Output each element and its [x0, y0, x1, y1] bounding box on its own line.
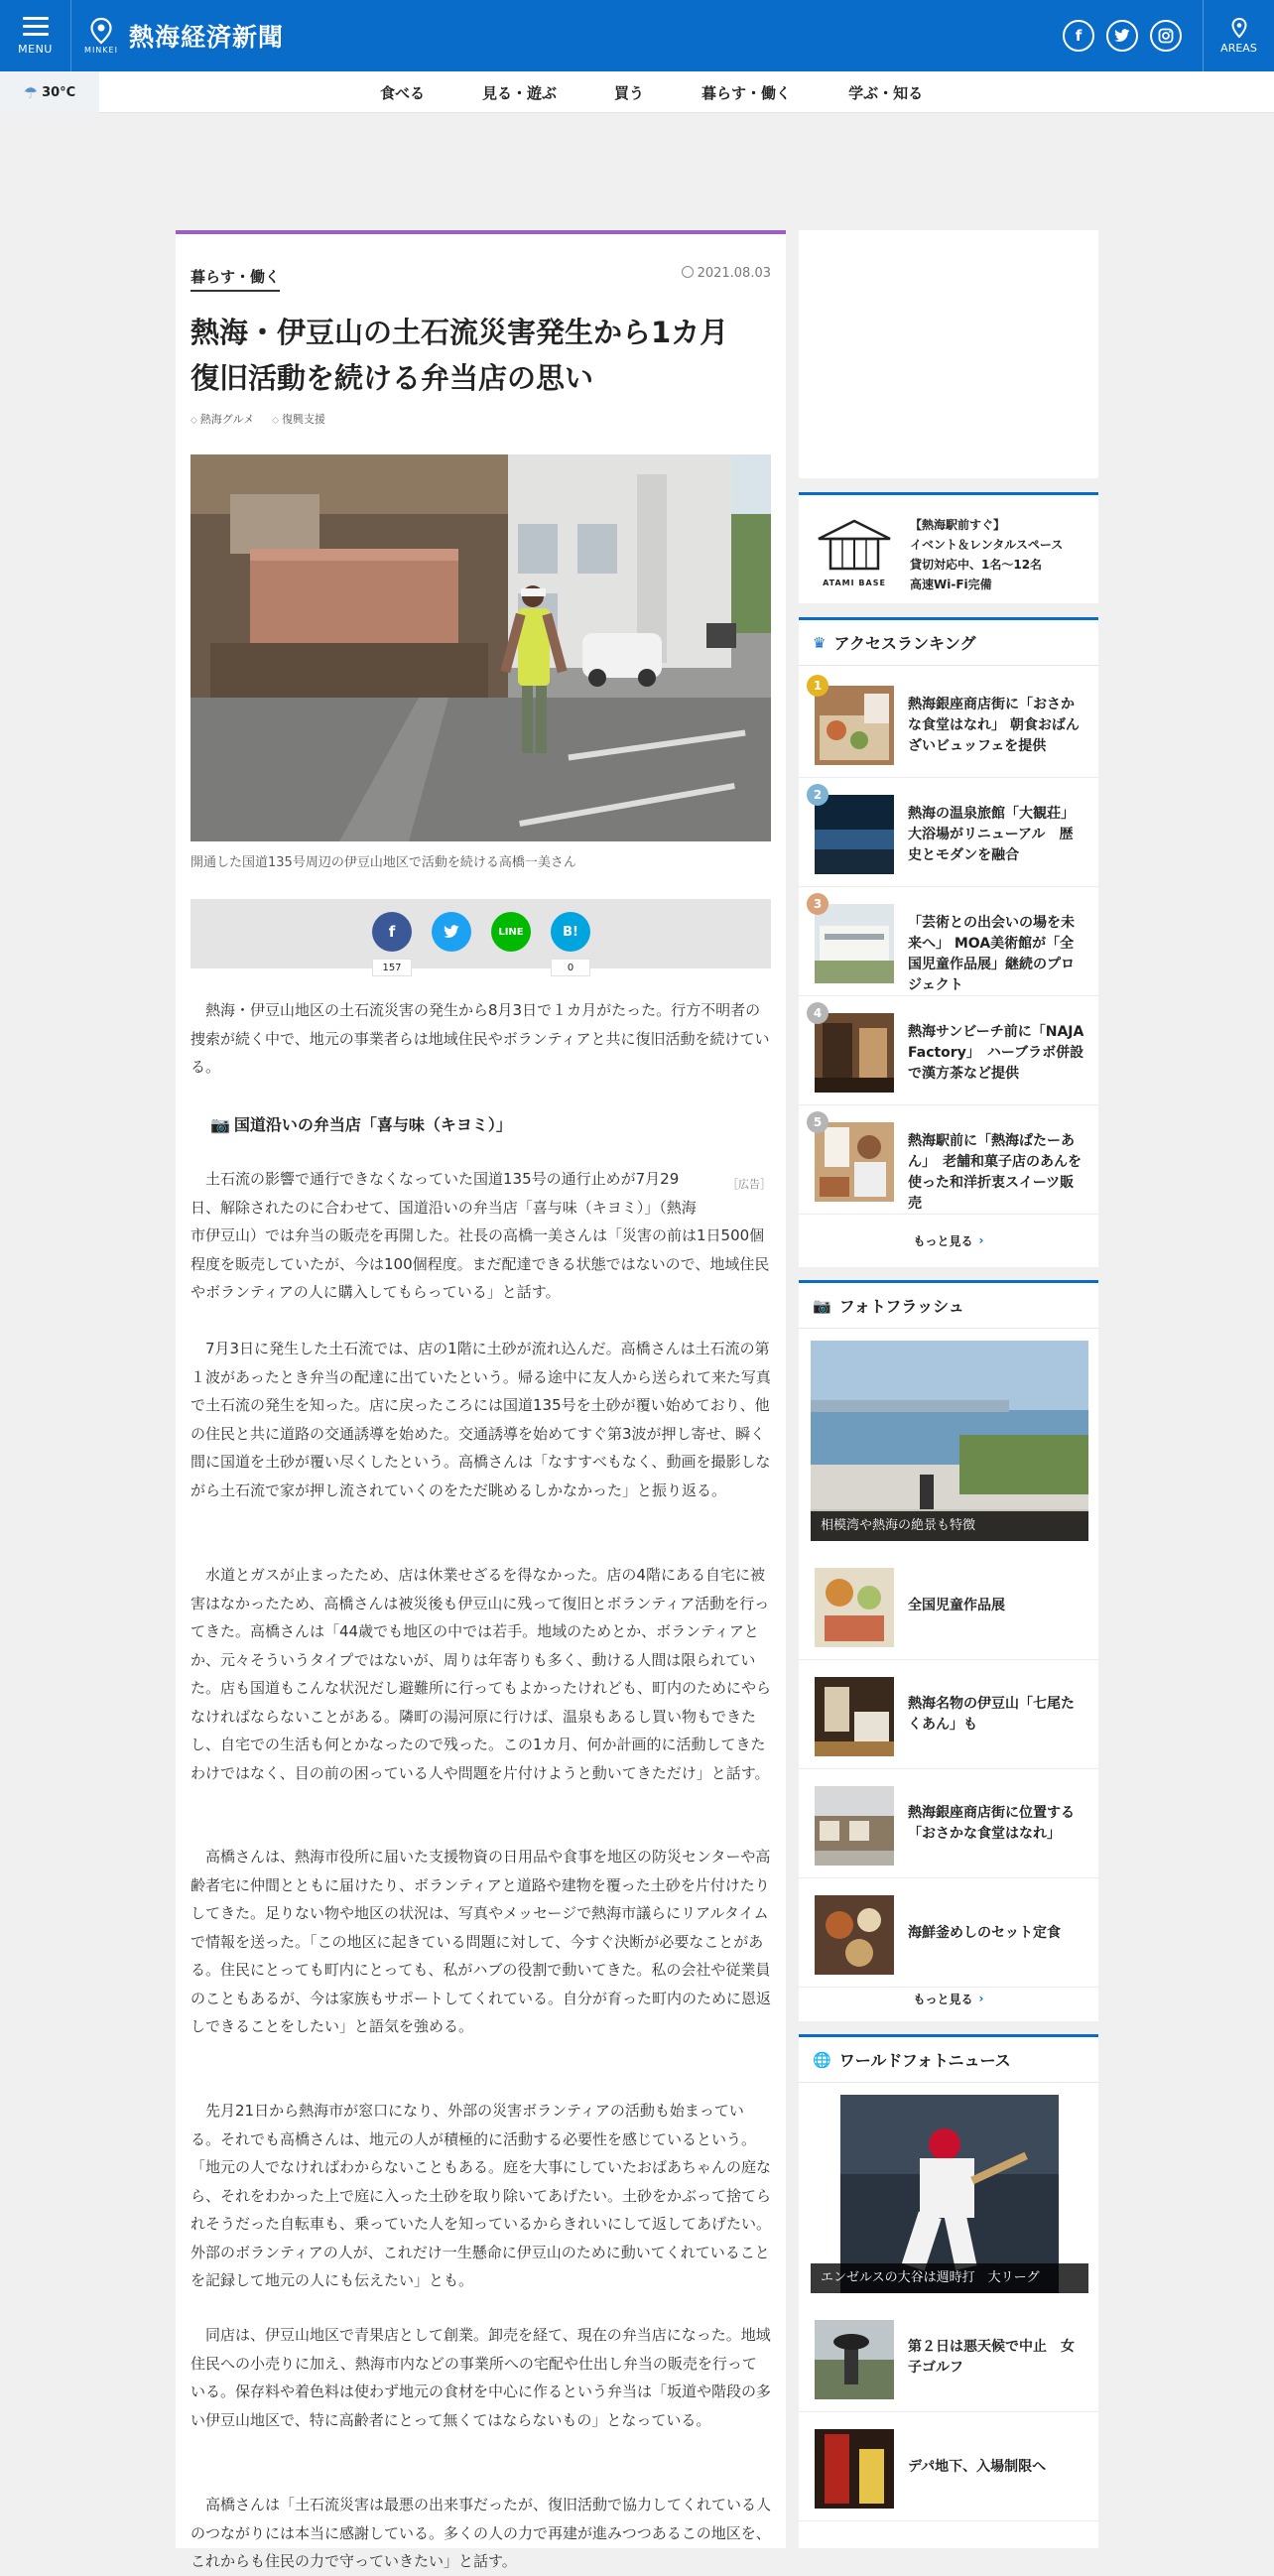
promo-line: 【熱海駅前すぐ】 [910, 518, 1006, 532]
rank-number: 5 [807, 1111, 828, 1133]
rank-number: 4 [807, 1002, 828, 1024]
weather-widget [0, 71, 99, 113]
photo-caption: 開通した国道135号周辺の伊豆山地区で活動を続ける高橋一美さん [191, 855, 576, 870]
photo-title: 海鮮釜めしのセット定食 [908, 1924, 1061, 1941]
photo-flash-item[interactable] [799, 1660, 1098, 1769]
photo-flash-item[interactable] [799, 1769, 1098, 1878]
article-paragraph: 高橋さんは、熱海市役所に届いた支援物資の日用品や食事を地区の防災センターや高齢者宅に仲間とともに届けたり、ボランティアと道路や建物を覆った土砂を片付けたりしてきた。足りない物や地区の状況は、写真やメッセージで熱海市議らにリアルタイムで情報を送った。「この地区に起きている問題に対して、今すぐ決断が必要なことがある。住民にとっても町内にとっても、私がハブの役割で動いてきた。私の会社や従業員のこともあるが、今は家族もサポートしてくれている。自分が育った町内のために恩返しできることをしたい」と語気を強める。 [191, 1848, 772, 2035]
social-links [1063, 20, 1182, 52]
photo-title: 熱海銀座商店街に位置する「おさかな食堂はなれ」 [908, 1805, 1075, 1842]
article-tags [191, 411, 325, 427]
ranking-more-link[interactable] [799, 1220, 1098, 1261]
ranking-item[interactable] [799, 1105, 1098, 1215]
site-header [0, 0, 1274, 71]
ranking-thumbnail [815, 1122, 894, 1202]
photo-title: 第２日は悪天候で中止 女子ゴルフ [908, 2339, 1075, 2376]
world-photo-item[interactable] [799, 2303, 1098, 2412]
facebook-icon[interactable]: f [1063, 20, 1094, 52]
photo-title: デパ地下、入場制限へ [908, 2458, 1047, 2475]
promo-line: イベント＆レンタルスペース [910, 538, 1064, 552]
site-title: 熱海経済新聞 [129, 23, 285, 52]
line-share-button[interactable]: LINE [491, 912, 531, 952]
crown-icon: ♛ [813, 633, 827, 652]
article-date [682, 266, 771, 281]
ranking-title: 熱海銀座商店街に「おさかな食堂はなれ」 朝食おばんざいビュッフェを提供 [908, 697, 1080, 754]
panel-title: ワールドフォトニュース [838, 2051, 1011, 2070]
photo-more-link[interactable] [799, 1978, 1098, 2019]
article-paragraph: 熱海・伊豆山地区の土石流災害の発生から8月3日で１カ月がたった。行方不明者の捜索が続く中で、地元の事業者らは地域住民やボランティアと共に復旧活動を続けている。 [191, 1001, 770, 1076]
nav-item-live-work[interactable]: 暮らす・働く [701, 83, 792, 102]
subheading-text: 国道沿いの弁当店「喜与味（キヨミ）」 [233, 1115, 512, 1134]
share-bar [191, 899, 771, 973]
site-logo[interactable] [84, 12, 285, 60]
hatena-bookmark-button[interactable]: B! [551, 912, 590, 952]
instagram-icon[interactable] [1150, 20, 1182, 52]
nav-item-eat[interactable]: 食べる [380, 83, 426, 102]
photo-thumbnail [815, 1786, 894, 1866]
photo-thumbnail [815, 1677, 894, 1756]
temperature: 30°C [42, 84, 76, 100]
ranking-thumbnail [815, 904, 894, 983]
chevron-right-icon: › [978, 1992, 984, 2005]
photo-thumbnail [815, 1895, 894, 1975]
article-paragraph: 水道とガスが止まったため、店は休業せざるを得なかった。店の4階にある自宅に被害はなかったため、高橋さんは被災後も伊豆山に残って復旧とボランティア活動を行ってきた。高橋さんは「44歳でも地区の中では若手。地域のためとか、ボランティアとか、元々そういうタイプではないが、周りは年寄りも多く、動ける人間は限られていた。店も国道もこんな状況だし避難所に行ってもよかったけれども、町内のためにやらなければならないことがある。隣町の湯河原に行けば、温泉もあるし買い物もできたし、自宅での生活も何とかなったので残った。この1カ月、何か計画的に活動してきたわけではなく、目の前の困っている人や問題を片付けようと動いてきただけ」と話す。 [191, 1566, 772, 1782]
article-paragraph: 先月21日から熱海市が窓口になり、外部の災害ボランティアの活動も始まっている。それでも高橋さんは、地元の人が積極的に活動する必要性を感じているという。「地元の人でなければわからないこともある。庭を大事にしていたおばあちゃんの庭なら、それをわかった上で庭に入った土砂を取り除いてあげたい。土砂をかぶって捨てられそうだった自転車も、乗っていた人を知っているからきれいにして返してあげたい。外部のボランティアの人が、これだけ一生懸命に伊豆山のために動いてくれていることを記録して地元の人にも伝えたい」とも。 [191, 2102, 772, 2289]
rank-number: 3 [807, 893, 828, 915]
menu-label: MENU [18, 42, 53, 56]
ranking-title: 熱海の温泉旅館「大観荘」大浴場がリニューアル 歴史とモダンを融合 [908, 806, 1075, 863]
photo-caption: 相模湾や熱海の絶景も特徴 [811, 1511, 1088, 1541]
hamburger-icon [23, 17, 49, 37]
photo-title: 熱海名物の伊豆山「七尾たくあん」も [908, 1696, 1075, 1733]
tag-link[interactable]: ◇ 復興支援 [272, 411, 325, 427]
nav-item-buy[interactable]: 買う [614, 83, 645, 102]
ranking-title: 熱海サンビーチ前に「NAJA Factory」 ハーブラボ併設で漢方茶など提供 [908, 1024, 1084, 1082]
camera-icon: 📷 [210, 1115, 230, 1134]
promo-banner[interactable] [799, 492, 1098, 603]
panel-title: アクセスランキング [833, 634, 976, 653]
sidebar-ad-slot [799, 230, 1098, 478]
photo-flash-item[interactable] [799, 1878, 1098, 1988]
twitter-icon[interactable] [1106, 20, 1138, 52]
article-paragraph: 同店は、伊豆山地区で青果店として創業。卸売を経て、現在の弁当店になった。地域住民への小売りに加え、熱海市内などの事業所への宅配や仕出し弁当の販売を行っている。保存料や着色料は使わず地元の食材を中心に作るという弁当は「坂道や階段の多い伊豆山地区で、特に高齢者にとって無くてはならないもの」となっている。 [191, 2326, 772, 2429]
category-nav [0, 71, 1274, 113]
ranking-title: 熱海駅前に「熱海ぱたーあん」 老舗和菓子店のあんを使った和洋折衷スイーツ販売 [908, 1133, 1082, 1212]
article-paragraph: 土石流の影響で通行できなくなっていた国道135号の通行止めが7月29日、解除されたのに合わせて、国道沿いの弁当店「喜与味（キヨミ）」（熱海市伊豆山）では弁当の販売を再開した。社長の高橋一美さんは「災害の前は1日500個程度を販売していたが、今は100個程度。まだ配達できる状態ではないので、地域住民やボランティアの人に購入してもらっている」と話す。 [191, 1170, 770, 1301]
ranking-thumbnail [815, 686, 894, 765]
panel-title: フォトフラッシュ [838, 1297, 964, 1316]
ranking-thumbnail [815, 1013, 894, 1093]
date-text: 2021.08.03 [697, 266, 771, 281]
ranking-item[interactable] [799, 778, 1098, 887]
ad-label: ［広告］ [727, 1178, 771, 1191]
article-paragraph: 7月3日に発生した土石流では、店の1階に土砂が流れ込んだ。高橋さんは土石流の第１波があったとき弁当の配達に出ていたという。帰る途中に友人から送られて来た写真で土石流の発生を知った。店に戻ったころには国道135号を土砂が覆い始めており、他の住民と共に道路の交通誘導を始めた。交通誘導を始めてすぐ第3波が押し寄せ、瞬く間に国道を土砂が覆い尽くしたという。高橋さんは「なすすべもなく、動画を撮影しながら土石流で家が押し流されていくのをただ眺めるしかなかった」と振り返る。 [191, 1340, 771, 1499]
world-photo-news-panel [799, 2034, 1098, 2548]
umbrella-icon: ☂ [23, 82, 39, 102]
photo-flash-panel [799, 1280, 1098, 2021]
rank-number: 2 [807, 784, 828, 806]
rank-number: 1 [807, 675, 828, 697]
ranking-thumbnail [815, 795, 894, 874]
article-title: 熱海・伊豆山の土石流災害発生から1カ月 復旧活動を続ける弁当店の思い [191, 316, 758, 395]
ranking-item[interactable] [799, 996, 1098, 1105]
chevron-right-icon: › [978, 1233, 984, 1247]
nav-item-see-play[interactable]: 見る・遊ぶ [482, 83, 558, 102]
nav-item-learn[interactable]: 学ぶ・知る [848, 83, 924, 102]
photo-caption: エンゼルスの大谷は週時打 大リーグ [811, 2263, 1088, 2293]
article-category[interactable]: 暮らす・働く [191, 266, 280, 292]
photo-flash-main[interactable] [811, 1341, 1088, 1541]
article-subheading [210, 1112, 512, 1135]
ranking-title: 「芸術との出会いの場を未来へ」 MOA美術館が「全国児童作品展」継続のプロジェクト [908, 915, 1075, 993]
menu-button[interactable] [0, 0, 71, 71]
globe-icon: 🌐 [813, 2050, 831, 2069]
photo-flash-item[interactable] [799, 1551, 1098, 1660]
promo-line: 貸切対応中、1名～12名 [910, 558, 1043, 572]
photo-title: 全国児童作品展 [908, 1597, 1005, 1613]
camera-icon: 📷 [813, 1296, 831, 1315]
hatena-bookmark-count: 0 [551, 959, 590, 976]
ranking-item[interactable] [799, 887, 1098, 996]
article-paragraph: 高橋さんは「土石流災害は最悪の出来事だったが、復旧活動で協力してくれている人のつながりには本当に感謝している。多くの人の力で再建が進みつつあるこの地区を、これからも住民の力で守っていきたい」と話す。 [191, 2496, 772, 2570]
more-label: もっと見る [913, 1992, 973, 2006]
facebook-share-button[interactable]: f [372, 912, 412, 952]
article-paragraph-block [191, 1165, 771, 1307]
hero-photo [191, 454, 771, 841]
facebook-share-count: 157 [372, 959, 412, 976]
photo-thumbnail [815, 2429, 894, 2509]
access-ranking-panel [799, 617, 1098, 1267]
tag-link[interactable]: ◇ 熱海グルメ [191, 411, 254, 427]
minkei-logo-icon [90, 18, 112, 44]
atami-base-logo [813, 515, 896, 592]
photo-thumbnail [815, 2320, 894, 2399]
article [176, 230, 786, 2570]
areas-label: AREAS [1220, 41, 1257, 55]
promo-logo-text: ATAMI BASE [823, 579, 886, 587]
world-photo-main[interactable] [811, 2095, 1088, 2293]
ranking-item[interactable] [799, 669, 1098, 778]
promo-line: 高速Wi-Fi完備 [910, 578, 992, 591]
twitter-share-button[interactable] [432, 912, 471, 952]
logo-subtext: MINKEI [84, 45, 118, 55]
location-pin-icon [1231, 18, 1247, 38]
photo-thumbnail [815, 1568, 894, 1647]
world-photo-item[interactable] [799, 2412, 1098, 2521]
promo-text [910, 515, 1063, 594]
clock-icon [682, 266, 694, 278]
more-label: もっと見る [913, 1233, 973, 1248]
areas-button[interactable] [1203, 0, 1274, 71]
